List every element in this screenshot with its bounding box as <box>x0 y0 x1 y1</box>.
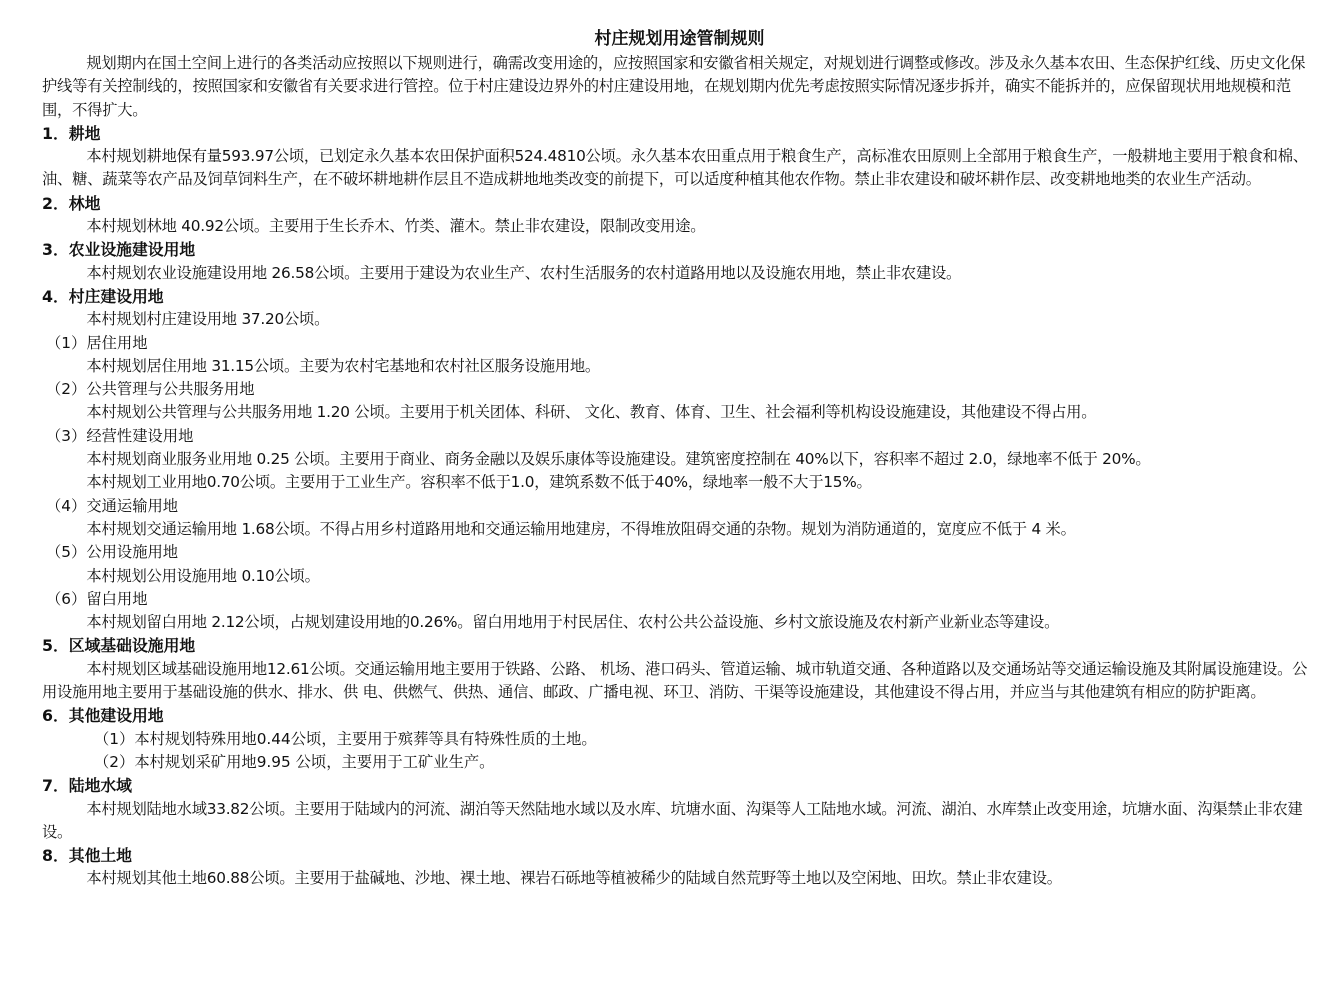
list-item-mining-land: （2）本村规划采矿用地9.95 公顷，主要用于工矿业生产。 <box>94 752 495 771</box>
subsection-body-commercial: 本村规划商业服务业用地 0.25 公顷。主要用于商业、商务金融以及娱乐康体等设施建设。建筑密度控制在 40%以下，容积率不超过 2.0，绿地率不低于 20%。 <box>86 450 1151 469</box>
subsection-label-commercial: （3）经营性建设用地 <box>46 426 194 445</box>
section-body-forest: 本村规划林地 40.92公顷。主要用于生长乔木、竹类、灌木。禁止非农建设，限制改变用途。 <box>86 217 706 236</box>
section-heading-forest: 2．林地 <box>42 193 101 213</box>
section-body-regional-infrastructure: 本村规划区域基础设施用地12.61公顷。交通运输用地主要用于铁路、公路、 机场、港口码头、管道运输、城市轨道交通、各种道路以及交通场站等交通运输设施及其附属设施建设。公用设施用地主要用于基础设施的供水、排水、供 电、供燃气、供热、通信、邮政、广播电视、环卫、消防、干渠等设施建设，其他建设不得占用，并应当与其他建筑有相应的防护距离。 <box>42 659 1308 702</box>
intro-paragraph: 规划期内在国土空间上进行的各类活动应按照以下规则进行，确需改变用途的，应按照国家和安徽省相关规定，对规划进行调整或修改。涉及永久基本农田、生态保护红线、历史文化保护线等有关控制线的，按照国家和安徽省有关要求进行管控。位于村庄建设边界外的村庄建设用地，在规划期内优先考虑按照实际情况逐步拆并，确实不能拆并的，应保留现状用地规模和范围，不得扩大。 <box>42 54 1306 119</box>
subsection-body-utilities: 本村规划公用设施用地 0.10公顷。 <box>86 566 320 585</box>
document-page <box>42 26 1317 891</box>
subsection-label-utilities: （5）公用设施用地 <box>46 543 179 562</box>
subsection-body-public-service: 本村规划公共管理与公共服务用地 1.20 公顷。主要用于机关团体、科研、 文化、教育、体育、卫生、社会福利等机构设设施建设，其他建设不得占用。 <box>86 403 1097 422</box>
subsection-label-transport: （4）交通运输用地 <box>46 496 179 515</box>
section-heading-farmland: 1．耕地 <box>42 123 101 143</box>
subsection-label-reserved: （6）留白用地 <box>46 589 148 608</box>
section-body-water: 本村规划陆地水域33.82公顷。主要用于陆域内的河流、湖泊等天然陆地水域以及水库、坑塘水面、沟渠等人工陆地水域。河流、湖泊、水库禁止改变用途，坑塘水面、沟渠禁止非农建设。 <box>42 799 1303 841</box>
section-body-village-construction: 本村规划村庄建设用地 37.20公顷。 <box>86 310 330 329</box>
section-heading-other-land: 8．其他土地 <box>42 846 132 866</box>
section-body-farmland: 本村规划耕地保有量593.97公顷，已划定永久基本农田保护面积524.4810公顷。永久基本农田重点用于粮食生产，高标准农田原则上全部用于粮食生产，一般耕地主要用于粮食和棉、油、糖、蔬菜等农产品及饲草饲料生产，在不破坏耕地耕作层且不造成耕地地类改变的前提下，可以适度种植其他农作物。禁止非农建设和破坏耕作层、改变耕地地类的农业生产活动。 <box>42 147 1308 189</box>
section-heading-water: 7．陆地水域 <box>42 776 132 796</box>
subsection-label-residential: （1）居住用地 <box>46 333 148 352</box>
subsection-body-industrial: 本村规划工业用地0.70公顷。主要用于工业生产。容积率不低于1.0，建筑系数不低于40%，绿地率一般不大于15%。 <box>86 473 872 492</box>
subsection-body-residential: 本村规划居住用地 31.15公顷。主要为农村宅基地和农村社区服务设施用地。 <box>86 356 600 375</box>
section-heading-village-construction: 4．村庄建设用地 <box>42 286 164 306</box>
subsection-body-reserved: 本村规划留白用地 2.12公顷，占规划建设用地的0.26%。留白用地用于村民居住、农村公共公益设施、乡村文旅设施及农村新产业新业态等建设。 <box>86 613 1060 632</box>
section-body-other-land: 本村规划其他土地60.88公顷。主要用于盐碱地、沙地、裸土地、裸岩石砾地等植被稀少的陆域自然荒野等土地以及空闲地、田坎。禁止非农建设。 <box>86 869 1062 888</box>
list-item-special-land: （1）本村规划特殊用地0.44公顷，主要用于殡葬等具有特殊性质的土地。 <box>94 729 597 748</box>
page-title: 村庄规划用途管制规则 <box>594 29 765 49</box>
section-body-agri-facility: 本村规划农业设施建设用地 26.58公顷。主要用于建设为农业生产、农村生活服务的农村道路用地以及设施农用地，禁止非农建设。 <box>86 263 962 282</box>
section-heading-other-construction: 6．其他建设用地 <box>42 706 164 726</box>
section-heading-regional-infrastructure: 5．区域基础设施用地 <box>42 636 196 656</box>
section-heading-agri-facility: 3．农业设施建设用地 <box>42 240 196 260</box>
subsection-label-public-service: （2）公共管理与公共服务用地 <box>46 380 255 399</box>
subsection-body-transport: 本村规划交通运输用地 1.68公顷。不得占用乡村道路用地和交通运输用地建房，不得堆放阻碍交通的杂物。规划为消防通道的，宽度应不低于 4 米。 <box>86 519 1076 538</box>
